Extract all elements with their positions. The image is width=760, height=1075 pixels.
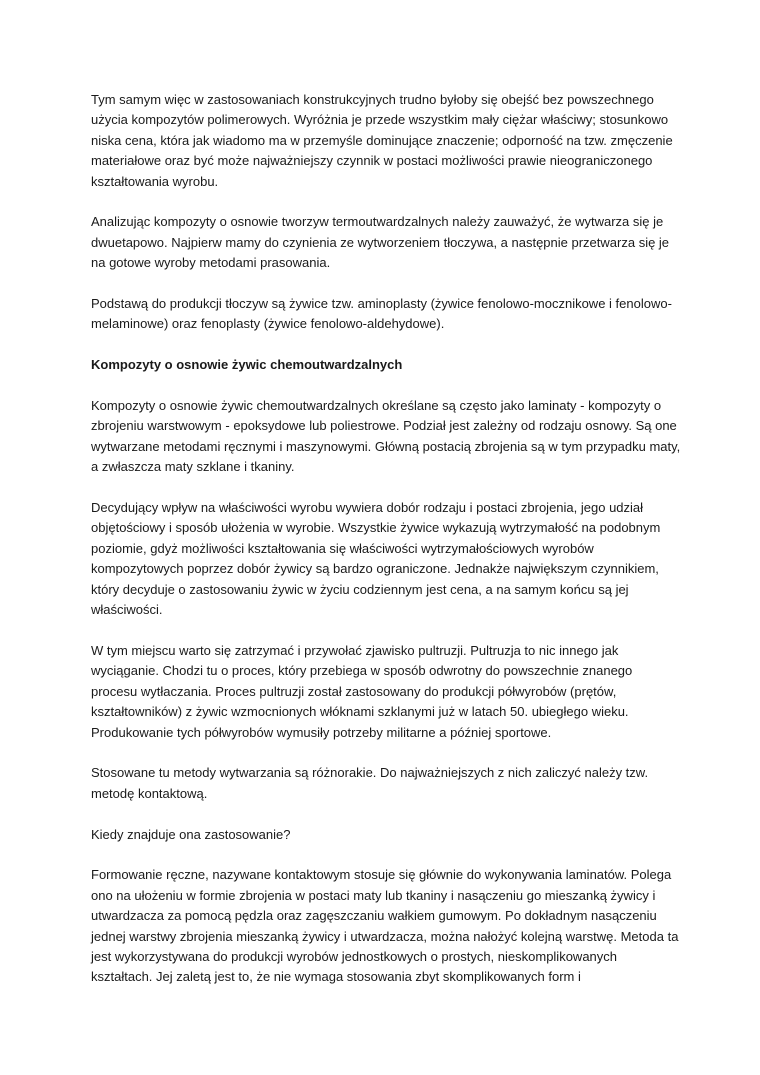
paragraph-reinforcement: Decydujący wpływ na właściwości wyrobu wywiera dobór rodzaju i postaci zbrojenia, jego udział objętościowy i sposób ułożenia w wyrobie. Wszystkie żywice wykazują wytrzymałość na podobnym poziomie, gdyż możliwości kształtowania się właściwości wytrzymałościowych wyrobów kompozytowych poprzez dobór żywicy są bardzo ograniczone. Jednakże największym czynnikiem, który decyduje o zastosowaniu żywic w życiu codziennym jest cena, a na samym końcu są jej właściwości. <box>91 500 661 618</box>
paragraph-pultrusion: W tym miejscu warto się zatrzymać i przywołać zjawisko pultruzji. Pultruzja to nic innego jak wyciąganie. Chodzi tu o proces, który przebiega w sposób odwrotny do powszechnie znanego procesu wytłaczania. Proces pultruzji został zastosowany do produkcji półwyrobów (prętów, kształtowników) z żywic wzmocnionych włóknami szklanymi już w latach 50. ubiegłego wieku. Produkowanie tych półwyrobów wymusiły potrzeby militarne a później sportowe. <box>91 642 633 740</box>
paragraph-methods: Stosowane tu metody wytwarzania są różnorakie. Do najważniejszych z nich zaliczyć należy tzw. metodę kontaktową. <box>91 765 649 801</box>
section-heading: Kompozyty o osnowie żywic chemoutwardzalnych <box>91 357 403 373</box>
document-body <box>91 90 681 1008</box>
paragraph-laminates: Kompozyty o osnowie żywic chemoutwardzalnych określane są często jako laminaty - kompozyty o zbrojeniu warstwowym - epoksydowe lub poliestrowe. Podział jest zależny od rodzaju osnowy. Są one wytwarzane metodami ręcznymi i maszynowymi. Główną postacią zbrojenia są w tym przypadku maty, a zwłaszcza maty szklane i tkaniny. <box>91 398 681 475</box>
paragraph-question: Kiedy znajduje ona zastosowanie? <box>91 826 291 842</box>
paragraph-thermosetting: Analizując kompozyty o osnowie tworzyw termoutwardzalnych należy zauważyć, że wytwarza się je dwuetapowo. Najpierw mamy do czynienia ze wytworzeniem tłoczywa, a następnie przetwarza się je na gotowe wyroby metodami prasowania. <box>91 214 670 271</box>
paragraph-intro: Tym samym więc w zastosowaniach konstrukcyjnych trudno byłoby się obejść bez powszechnego użycia kompozytów polimerowych. Wyróżnia je przede wszystkim mały ciężar właściwy; stosunkowo niska cena, która jak wiadomo ma w przemyśle dominujące znaczenie; odporność na tzw. zmęczenie materiałowe oraz być może najważniejszy czynnik w postaci możliwości prawie nieograniczonego kształtowania wyrobu. <box>91 92 673 189</box>
paragraph-hand-layup: Formowanie ręczne, nazywane kontaktowym stosuje się głównie do wykonywania laminatów. Polega ono na ułożeniu w formie zbrojenia w postaci maty lub tkaniny i nasączeniu go mieszanką żywicy i utwardzacza za pomocą pędzla oraz zagęszczaniu wałkiem gumowym. Po dokładnym nasączeniu jednej warstwy zbrojenia mieszanką żywicy i utwardzacza, można nałożyć kolejną warstwę. Metoda ta jest wykorzystywana do produkcji wyrobów jednostkowych o prostych, nieskomplikowanych kształtach. Jej zaletą jest to, że nie wymaga stosowania zbyt skomplikowanych form i <box>91 867 679 985</box>
paragraph-moulding-compounds: Podstawą do produkcji tłoczyw są żywice tzw. aminoplasty (żywice fenolowo-mocznikowe i fenolowo-melaminowe) oraz fenoplasty (żywice fenolowo-aldehydowe). <box>91 296 672 332</box>
